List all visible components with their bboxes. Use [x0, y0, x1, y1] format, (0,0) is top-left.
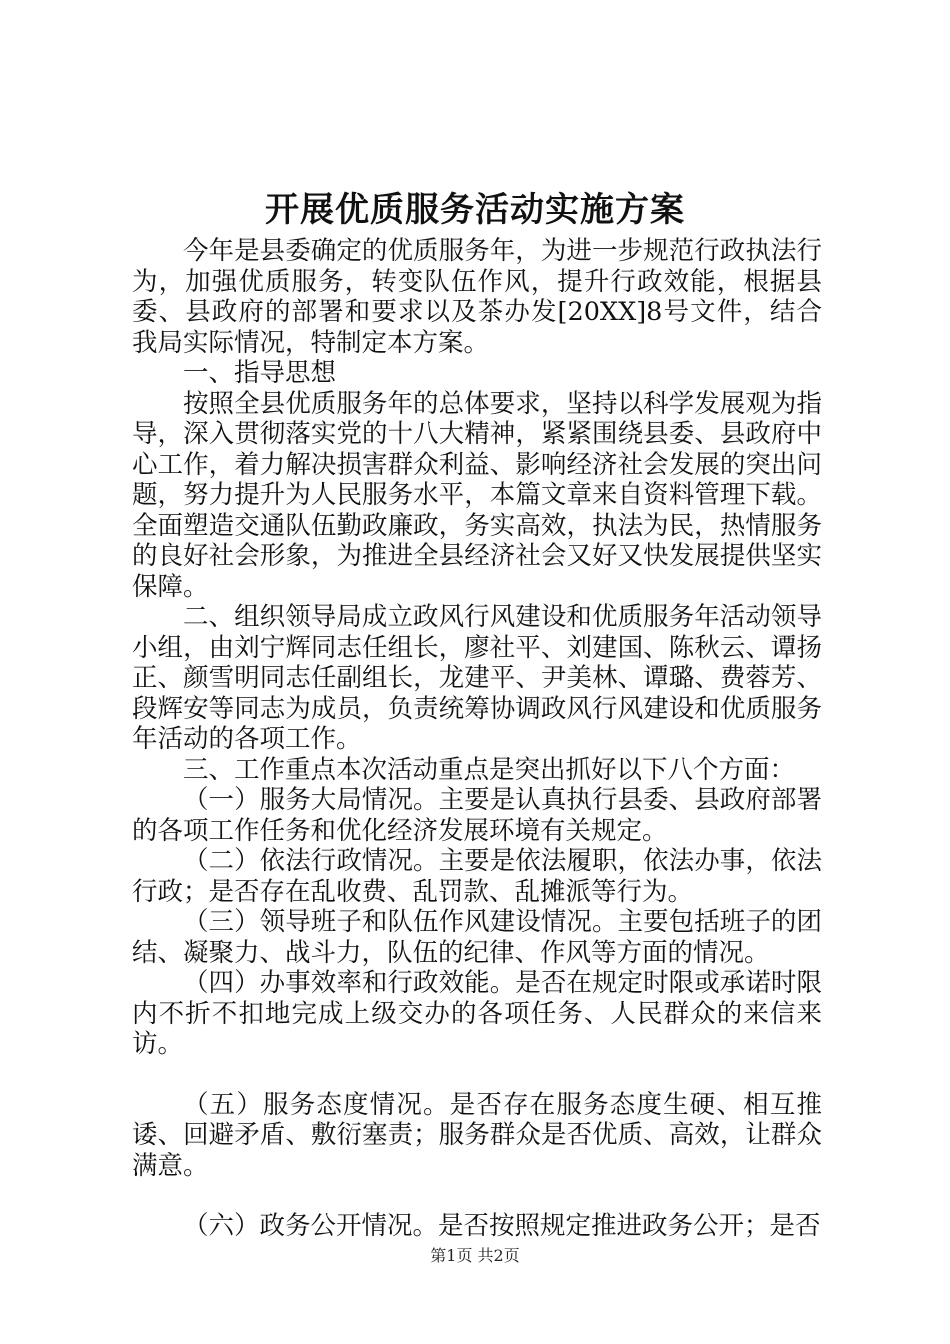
item-1-paragraph: （一）服务大局情况。主要是认真执行县委、县政府部署的各项工作任务和优化经济发展环境有关规定。: [132, 785, 822, 846]
organization-leadership-paragraph: 二、组织领导局成立政风行风建设和优质服务年活动领导小组，由刘宁辉同志任组长，廖社平、刘建国、陈秋云、谭扬正、颜雪明同志任副组长，龙建平、尹美林、谭璐、费蓉芳、段辉安等同志为成员，负责统筹协调政风行风建设和优质服务年活动的各项工作。: [132, 602, 822, 754]
item-6-paragraph: （六）政务公开情况。是否按照规定推进政务公开；是否: [183, 1211, 821, 1241]
guiding-ideology-paragraph: 按照全县优质服务年的总体要求，坚持以科学发展观为指导，深入贯彻落实党的十八大精神，紧紧围绕县委、县政府中心工作，着力解决损害群众利益、影响经济社会发展的突出问题，努力提升为人民服务水平，本篇文章来自资料管理下载。全面塑造交通队伍勤政廉政，务实高效，执法为民，热情服务的良好社会形象，为推进全县经济社会又好又快发展提供坚实保障。: [132, 388, 822, 602]
page-number-footer: 第1页 共2页: [430, 1246, 520, 1265]
work-focus-paragraph: 三、工作重点本次活动重点是突出抓好以下八个方面：: [183, 754, 796, 785]
item-4-paragraph: （四）办事效率和行政效能。是否在规定时限或承诺时限内不折不扣地完成上级交办的各项任务、人民群众的来信来访。: [132, 968, 822, 1059]
item-3-paragraph: （三）领导班子和队伍作风建设情况。主要包括班子的团结、凝聚力、战斗力，队伍的纪律、作风等方面的情况。: [132, 907, 822, 968]
document-body: [132, 236, 822, 1242]
item-5-paragraph: （五）服务态度情况。是否存在服务态度生硬、相互推诿、回避矛盾、敷衍塞责；服务群众是否优质、高效，让群众满意。: [132, 1089, 822, 1181]
intro-paragraph: 今年是县委确定的优质服务年，为进一步规范行政执法行为，加强优质服务，转变队伍作风，提升行政效能，根据县委、县政府的部署和要求以及茶办发[20XX]8号文件，结合我局实际情况，特制定本方案。: [132, 236, 822, 358]
document-title: 开展优质服务活动实施方案: [265, 190, 685, 230]
item-2-paragraph: （二）依法行政情况。主要是依法履职，依法办事，依法行政；是否存在乱收费、乱罚款、乱摊派等行为。: [132, 846, 822, 907]
section-heading-guiding-ideology: 一、指导思想: [183, 358, 337, 388]
